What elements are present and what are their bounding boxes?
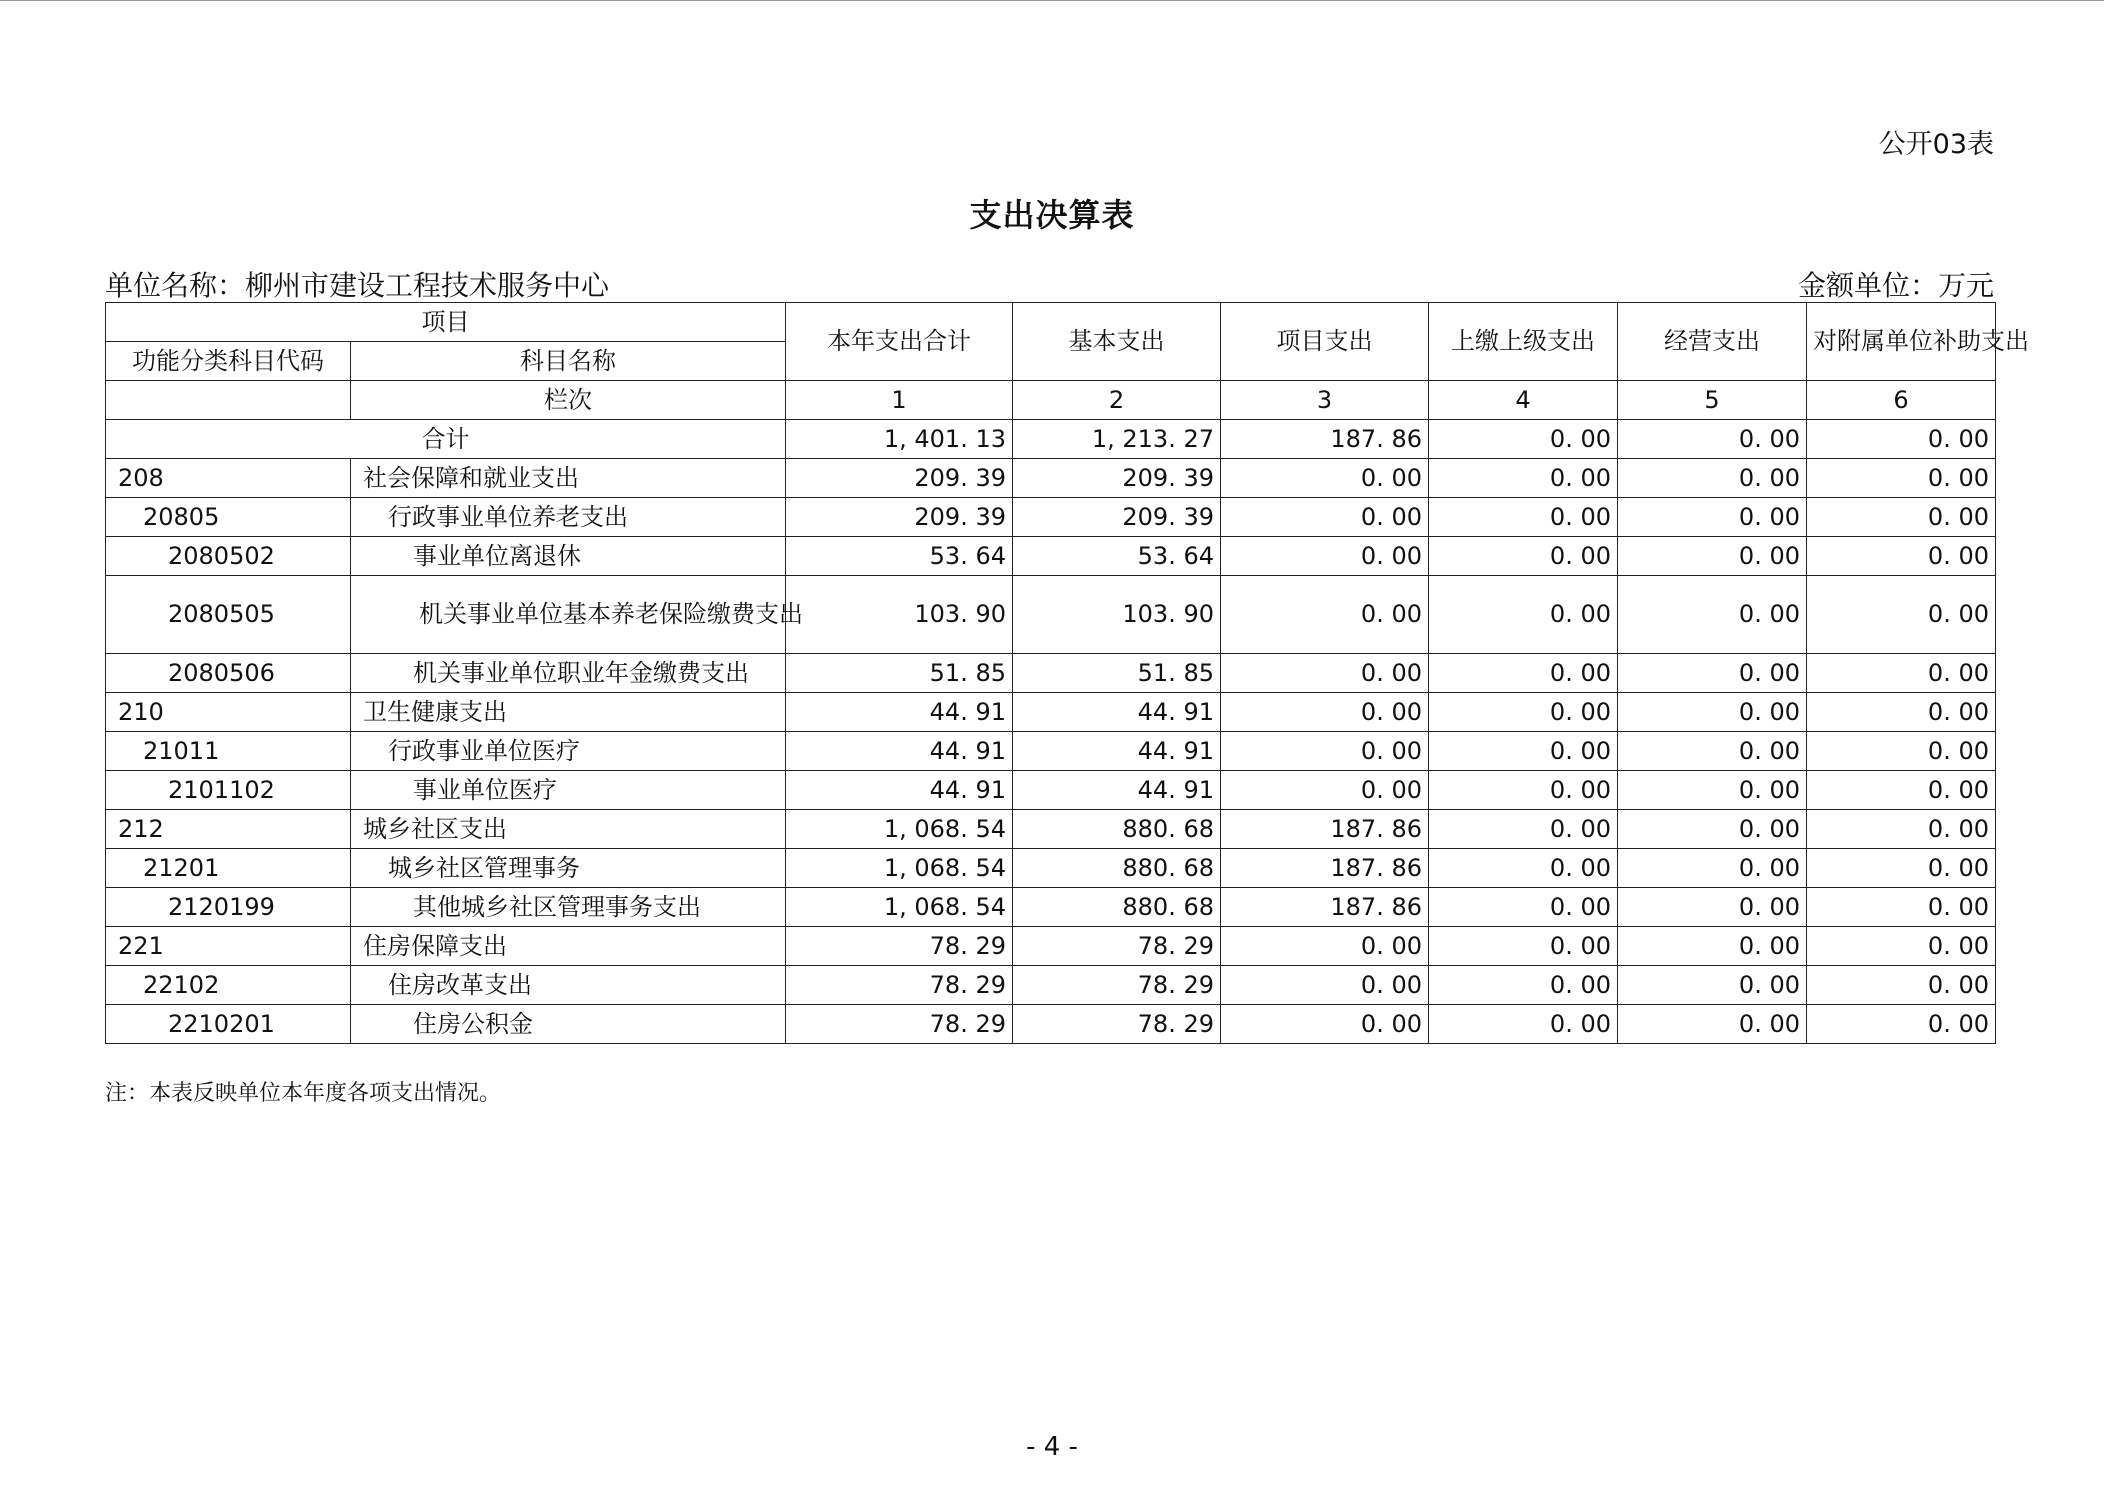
row-value: 0. 00 bbox=[1618, 693, 1807, 732]
row-name: 城乡社区管理事务 bbox=[351, 849, 786, 888]
header-col-project: 项目支出 bbox=[1221, 303, 1429, 381]
row-code: 2210201 bbox=[106, 1005, 351, 1044]
row-value: 0. 00 bbox=[1807, 693, 1996, 732]
total-value: 0. 00 bbox=[1429, 420, 1618, 459]
total-value: 1, 213. 27 bbox=[1013, 420, 1221, 459]
row-name: 住房公积金 bbox=[351, 1005, 786, 1044]
expenditure-table bbox=[105, 302, 2029, 1044]
row-value: 0. 00 bbox=[1429, 537, 1618, 576]
row-value: 0. 00 bbox=[1618, 498, 1807, 537]
row-code: 2080505 bbox=[106, 576, 351, 654]
row-value: 78. 29 bbox=[786, 966, 1013, 1005]
row-value: 0. 00 bbox=[1618, 1005, 1807, 1044]
row-value: 0. 00 bbox=[1618, 849, 1807, 888]
unit-name: 单位名称：柳州市建设工程技术服务中心 bbox=[105, 269, 610, 302]
row-value: 0. 00 bbox=[1807, 576, 1996, 654]
row-name: 行政事业单位养老支出 bbox=[351, 498, 786, 537]
row-value: 0. 00 bbox=[1807, 1005, 1996, 1044]
row-name: 社会保障和就业支出 bbox=[351, 459, 786, 498]
row-value: 78. 29 bbox=[786, 927, 1013, 966]
row-value: 78. 29 bbox=[1013, 927, 1221, 966]
row-value: 1, 068. 54 bbox=[786, 849, 1013, 888]
row-value: 209. 39 bbox=[786, 459, 1013, 498]
total-label: 合计 bbox=[106, 420, 786, 459]
row-value: 0. 00 bbox=[1807, 537, 1996, 576]
row-value: 0. 00 bbox=[1221, 966, 1429, 1005]
table-row bbox=[106, 654, 1996, 693]
header-seq-blank bbox=[106, 381, 351, 420]
header-row-seq bbox=[106, 381, 1996, 420]
row-value: 44. 91 bbox=[786, 771, 1013, 810]
table-row bbox=[106, 459, 1996, 498]
table-row bbox=[106, 966, 1996, 1005]
row-value: 0. 00 bbox=[1807, 654, 1996, 693]
header-col-subsidy: 对附属单位补助支出 bbox=[1807, 303, 1996, 381]
row-value: 0. 00 bbox=[1429, 498, 1618, 537]
page-title: 支出决算表 bbox=[969, 196, 1135, 234]
row-name: 其他城乡社区管理事务支出 bbox=[351, 888, 786, 927]
row-value: 0. 00 bbox=[1429, 927, 1618, 966]
table-row bbox=[106, 888, 1996, 927]
row-value: 0. 00 bbox=[1221, 693, 1429, 732]
table-row bbox=[106, 732, 1996, 771]
row-value: 187. 86 bbox=[1221, 849, 1429, 888]
col-num: 4 bbox=[1429, 381, 1618, 420]
row-value: 0. 00 bbox=[1807, 849, 1996, 888]
table-row bbox=[106, 693, 1996, 732]
row-name: 住房保障支出 bbox=[351, 927, 786, 966]
total-value: 0. 00 bbox=[1618, 420, 1807, 459]
row-value: 0. 00 bbox=[1618, 810, 1807, 849]
row-value: 0. 00 bbox=[1429, 732, 1618, 771]
row-name: 城乡社区支出 bbox=[351, 810, 786, 849]
row-value: 0. 00 bbox=[1807, 888, 1996, 927]
row-name: 机关事业单位职业年金缴费支出 bbox=[351, 654, 786, 693]
table-row bbox=[106, 927, 1996, 966]
total-value: 187. 86 bbox=[1221, 420, 1429, 459]
row-value: 44. 91 bbox=[786, 693, 1013, 732]
row-value: 0. 00 bbox=[1618, 888, 1807, 927]
row-value: 78. 29 bbox=[786, 1005, 1013, 1044]
page-number: - 4 - bbox=[1026, 1432, 1078, 1462]
row-name: 住房改革支出 bbox=[351, 966, 786, 1005]
row-name: 事业单位离退休 bbox=[351, 537, 786, 576]
row-value: 0. 00 bbox=[1221, 732, 1429, 771]
row-code: 2101102 bbox=[106, 771, 351, 810]
form-number: 公开03表 bbox=[1878, 129, 1994, 160]
row-value: 0. 00 bbox=[1807, 810, 1996, 849]
row-code: 20805 bbox=[106, 498, 351, 537]
row-value: 0. 00 bbox=[1618, 537, 1807, 576]
row-code: 2080506 bbox=[106, 654, 351, 693]
row-value: 0. 00 bbox=[1221, 654, 1429, 693]
row-value: 0. 00 bbox=[1807, 498, 1996, 537]
row-value: 0. 00 bbox=[1429, 888, 1618, 927]
row-code: 210 bbox=[106, 693, 351, 732]
row-value: 53. 64 bbox=[786, 537, 1013, 576]
header-seq: 栏次 bbox=[351, 381, 786, 420]
row-value: 0. 00 bbox=[1807, 966, 1996, 1005]
row-value: 0. 00 bbox=[1618, 732, 1807, 771]
row-value: 0. 00 bbox=[1807, 927, 1996, 966]
table-row bbox=[106, 537, 1996, 576]
row-name: 行政事业单位医疗 bbox=[351, 732, 786, 771]
row-value: 0. 00 bbox=[1429, 576, 1618, 654]
row-value: 0. 00 bbox=[1807, 732, 1996, 771]
row-code: 208 bbox=[106, 459, 351, 498]
row-value: 0. 00 bbox=[1618, 576, 1807, 654]
row-code: 21011 bbox=[106, 732, 351, 771]
row-code: 212 bbox=[106, 810, 351, 849]
col-num: 2 bbox=[1013, 381, 1221, 420]
header-code: 功能分类科目代码 bbox=[106, 342, 351, 381]
row-code: 22102 bbox=[106, 966, 351, 1005]
row-value: 0. 00 bbox=[1618, 459, 1807, 498]
table-row bbox=[106, 771, 1996, 810]
row-value: 880. 68 bbox=[1013, 888, 1221, 927]
row-value: 103. 90 bbox=[1013, 576, 1221, 654]
row-value: 78. 29 bbox=[1013, 1005, 1221, 1044]
row-name bbox=[351, 576, 803, 654]
row-value: 209. 39 bbox=[1013, 498, 1221, 537]
row-value: 209. 39 bbox=[1013, 459, 1221, 498]
row-value: 0. 00 bbox=[1807, 771, 1996, 810]
row-value: 1, 068. 54 bbox=[786, 810, 1013, 849]
row-code: 2080502 bbox=[106, 537, 351, 576]
col-num: 5 bbox=[1618, 381, 1807, 420]
row-value: 51. 85 bbox=[1013, 654, 1221, 693]
row-value: 0. 00 bbox=[1429, 1005, 1618, 1044]
row-value: 53. 64 bbox=[1013, 537, 1221, 576]
col-num: 6 bbox=[1807, 381, 1996, 420]
row-code: 21201 bbox=[106, 849, 351, 888]
row-value: 0. 00 bbox=[1221, 1005, 1429, 1044]
header-col-operating: 经营支出 bbox=[1618, 303, 1807, 381]
row-value: 187. 86 bbox=[1221, 810, 1429, 849]
row-value: 0. 00 bbox=[1429, 654, 1618, 693]
row-value: 0. 00 bbox=[1618, 654, 1807, 693]
header-name: 科目名称 bbox=[351, 342, 786, 381]
amount-unit: 金额单位：万元 bbox=[1797, 269, 1994, 302]
row-value: 0. 00 bbox=[1429, 459, 1618, 498]
row-value: 0. 00 bbox=[1618, 966, 1807, 1005]
row-value: 0. 00 bbox=[1429, 849, 1618, 888]
row-value: 44. 91 bbox=[1013, 693, 1221, 732]
row-value: 0. 00 bbox=[1221, 927, 1429, 966]
total-value: 0. 00 bbox=[1807, 420, 1996, 459]
header-col-upper: 上缴上级支出 bbox=[1429, 303, 1618, 381]
row-value: 44. 91 bbox=[1013, 771, 1221, 810]
table-row bbox=[106, 849, 1996, 888]
row-value: 0. 00 bbox=[1221, 459, 1429, 498]
table-row bbox=[106, 810, 1996, 849]
total-value: 1, 401. 13 bbox=[786, 420, 1013, 459]
row-value: 0. 00 bbox=[1807, 459, 1996, 498]
row-value: 209. 39 bbox=[786, 498, 1013, 537]
total-row bbox=[106, 420, 1996, 459]
row-value: 0. 00 bbox=[1429, 966, 1618, 1005]
table-row bbox=[106, 1005, 1996, 1044]
top-border-line bbox=[0, 0, 2104, 1]
row-value: 103. 90 bbox=[786, 576, 1013, 654]
row-name-text: 机关事业单位基本养老保险缴费支出 bbox=[419, 600, 803, 629]
row-value: 0. 00 bbox=[1221, 771, 1429, 810]
row-value: 0. 00 bbox=[1429, 810, 1618, 849]
header-item: 项目 bbox=[106, 303, 786, 342]
row-name: 事业单位医疗 bbox=[351, 771, 786, 810]
row-value: 187. 86 bbox=[1221, 888, 1429, 927]
row-value: 51. 85 bbox=[786, 654, 1013, 693]
row-value: 0. 00 bbox=[1221, 576, 1429, 654]
header-col-total: 本年支出合计 bbox=[786, 303, 1013, 381]
col-num: 1 bbox=[786, 381, 1013, 420]
header-col-basic: 基本支出 bbox=[1013, 303, 1221, 381]
header-row-1 bbox=[106, 303, 1996, 342]
table-row bbox=[106, 576, 1996, 654]
row-value: 0. 00 bbox=[1618, 927, 1807, 966]
row-value: 0. 00 bbox=[1221, 537, 1429, 576]
row-value: 880. 68 bbox=[1013, 849, 1221, 888]
row-value: 0. 00 bbox=[1221, 498, 1429, 537]
row-value: 0. 00 bbox=[1618, 771, 1807, 810]
row-value: 0. 00 bbox=[1429, 771, 1618, 810]
row-value: 44. 91 bbox=[1013, 732, 1221, 771]
row-name: 卫生健康支出 bbox=[351, 693, 786, 732]
row-value: 0. 00 bbox=[1429, 693, 1618, 732]
row-value: 78. 29 bbox=[1013, 966, 1221, 1005]
row-code: 2120199 bbox=[106, 888, 351, 927]
row-value: 880. 68 bbox=[1013, 810, 1221, 849]
row-value: 1, 068. 54 bbox=[786, 888, 1013, 927]
row-code: 221 bbox=[106, 927, 351, 966]
table-note: 注：本表反映单位本年度各项支出情况。 bbox=[105, 1081, 502, 1106]
row-value: 44. 91 bbox=[786, 732, 1013, 771]
col-num: 3 bbox=[1221, 381, 1429, 420]
table-row bbox=[106, 498, 1996, 537]
